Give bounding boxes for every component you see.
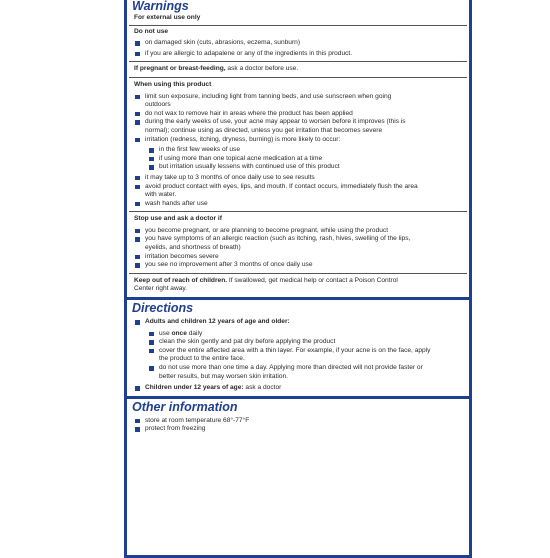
stop-use-heading: Stop use and ask a doctor if xyxy=(134,215,222,223)
when-using-line: during the early weeks of use, your acne may appear to worsen before it improves (this is xyxy=(145,118,406,126)
stop-use-item: you become pregnant, or are planning to become pregnant, while using the product xyxy=(127,227,469,236)
pregnant-rest: ask a doctor before use. xyxy=(225,65,299,73)
keep-out-text xyxy=(127,277,469,294)
directions-line: cover the entire affected area with a thin layer. For example, if your acne is on the face, apply xyxy=(159,346,431,354)
directions-line: the product to the entire face. xyxy=(159,355,245,363)
directions-item xyxy=(127,347,469,364)
other-info-item: store at room temperature 68°-77°F xyxy=(127,417,469,426)
directions-item xyxy=(127,330,469,339)
when-using-line: outdoors xyxy=(145,101,171,109)
when-using-item: irritation (redness, itching, dryness, burning) is more likely to occur: xyxy=(127,136,469,145)
directions-item xyxy=(127,364,469,381)
when-using-line: avoid product contact with eyes, lips, and mouth. If contact occurs, immediately flush the area xyxy=(145,182,418,190)
do-not-use-heading: Do not use xyxy=(134,27,169,35)
keep-out-rest-2: Center right away. xyxy=(134,285,188,293)
other-info-item: protect from freezing xyxy=(127,425,469,434)
irritation-sub-item: if using more than one topical acne medication at a time xyxy=(127,155,469,164)
do-not-use-item: if you are allergic to adapalene or any of the ingredients in this product. xyxy=(127,50,469,59)
stop-use-line: you have symptoms of an allergic reaction (such as itching, rash, hives, swelling of the lips, xyxy=(145,235,411,243)
irritation-sub-item: in the first few weeks of use xyxy=(127,146,469,155)
irritation-sub-item: but irritation usually lessens with continued use of this product xyxy=(127,163,469,172)
do-not-use-item: on damaged skin (cuts, abrasions, eczema, sunburn) xyxy=(127,39,469,48)
warnings-title: Warnings xyxy=(132,0,189,13)
when-using-item xyxy=(127,93,469,110)
adults-heading: Adults and children 12 years of age and older: xyxy=(127,318,469,327)
when-using-item xyxy=(127,183,469,200)
directions-line: do not use more than one time a day. Applying more than directed will not provide faster or xyxy=(159,364,423,371)
directions-emphasis: once xyxy=(171,329,187,337)
children-lead: Children under 12 years of age: xyxy=(145,384,244,392)
when-using-item: it may take up to 3 months of once daily use to see results xyxy=(127,174,469,183)
pregnant-text xyxy=(127,65,469,74)
pregnant-lead: If pregnant or breast-feeding, xyxy=(134,65,226,73)
other-info-title: Other information xyxy=(132,399,238,414)
when-using-heading: When using this product xyxy=(134,80,212,88)
external-use-text: For external use only xyxy=(134,14,201,21)
stop-use-item: you see no improvement after 3 months of once daily use xyxy=(127,261,469,270)
when-using-item: do not wax to remove hair in areas where the product has been applied xyxy=(127,110,469,119)
directions-text: use xyxy=(159,329,172,337)
stop-use-item xyxy=(127,235,469,252)
when-using-item: wash hands after use xyxy=(127,200,469,209)
keep-out-rest: If swallowed, get medical help or contact a Poison Control xyxy=(227,276,398,284)
stop-use-line: eyelids, and shortness of breath) xyxy=(145,244,241,252)
keep-out-lead: Keep out of reach of children. xyxy=(134,276,228,284)
directions-text: daily xyxy=(186,329,203,337)
when-using-line: normal); continue using as directed, unless you get irritation that becomes severe xyxy=(145,126,383,134)
directions-title: Directions xyxy=(132,301,194,316)
when-using-line: limit sun exposure, including light from tanning beds, and use sunscreen when going xyxy=(145,92,392,100)
children-rest: ask a doctor xyxy=(243,384,282,392)
directions-line: better results, but may worsen skin irritation. xyxy=(159,372,288,380)
directions-item: clean the skin gently and pat dry before applying the product xyxy=(127,338,469,347)
when-using-line: with water. xyxy=(145,191,177,199)
children-directions xyxy=(127,384,469,393)
stop-use-item: irritation becomes severe xyxy=(127,253,469,262)
when-using-item xyxy=(127,118,469,135)
drug-facts-label xyxy=(124,0,472,558)
